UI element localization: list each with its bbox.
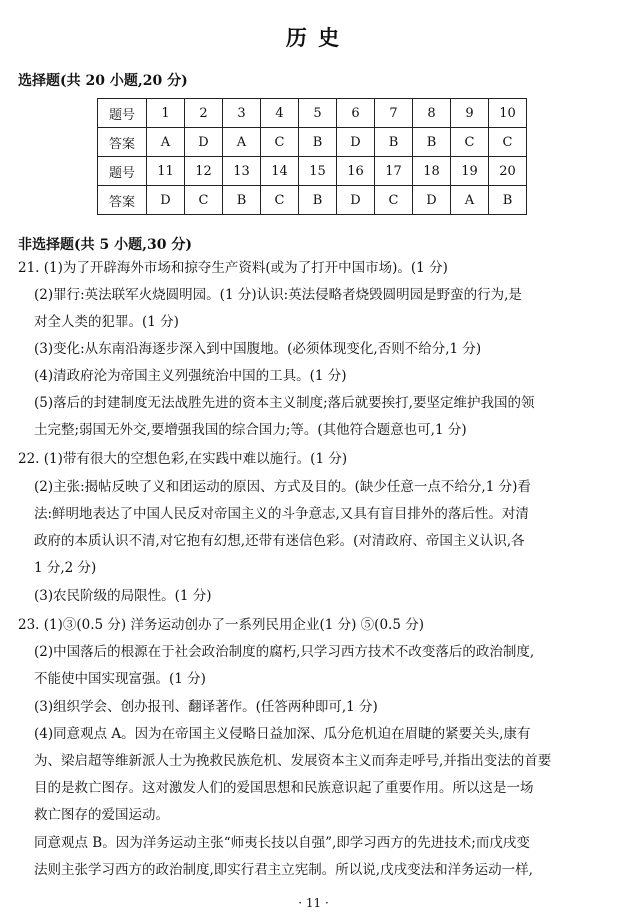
answer-line: 1 分,2 分) xyxy=(34,560,97,576)
answer-line: 法则主张学习西方的政治制度,即实行君主立宪制。所以说,戊戌变法和洋务运动一样, xyxy=(34,862,533,878)
section-heading-choice: 选择题(共 20 小题,20 分) xyxy=(18,73,188,89)
question-number-cell: 10 xyxy=(489,99,527,128)
answer-cell: C xyxy=(451,128,489,157)
question-number-cell: 19 xyxy=(451,157,489,186)
question-number-cell: 4 xyxy=(261,99,299,128)
question-number-cell: 20 xyxy=(489,157,527,186)
answer-cell: B xyxy=(489,186,527,215)
question-number-cell: 3 xyxy=(223,99,261,128)
answer-cell: D xyxy=(337,128,375,157)
answer-cell: A xyxy=(223,128,261,157)
question-number-cell: 2 xyxy=(185,99,223,128)
section-heading-nonchoice: 非选择题(共 5 小题,30 分) xyxy=(18,237,192,253)
question-number-cell: 11 xyxy=(147,157,185,186)
answer-cell: D xyxy=(185,128,223,157)
question-number-cell: 17 xyxy=(375,157,413,186)
question-number-cell: 9 xyxy=(451,99,489,128)
page-number: · 11 · xyxy=(298,896,329,910)
answer-line: (4)同意观点 A。因为在帝国主义侵略日益加深、瓜分危机迫在眉睫的紧要关头,康有 xyxy=(34,726,531,742)
table-row xyxy=(98,99,527,128)
answer-line: 土完整;弱国无外交,要增强我国的综合国力;等。(其他符合题意也可,1 分) xyxy=(34,422,467,438)
answer-line: 目的是救亡图存。这对激发人们的爱国思想和民族意识起了重要作用。所以这是一场 xyxy=(34,780,534,796)
question-number-cell: 5 xyxy=(299,99,337,128)
question-number-cell: 16 xyxy=(337,157,375,186)
answer-line: (3)变化:从东南沿海逐步深入到中国腹地。(必须体现变化,否则不给分,1 分) xyxy=(34,341,482,357)
answer-cell: C xyxy=(375,186,413,215)
answer-line: 21. (1)为了开辟海外市场和掠夺生产资料(或为了打开中国市场)。(1 分) xyxy=(18,260,448,276)
answer-cell: B xyxy=(223,186,261,215)
table-header-cell: 答案 xyxy=(98,186,147,215)
question-number-cell: 15 xyxy=(299,157,337,186)
answer-line: 22. (1)带有很大的空想色彩,在实践中难以施行。(1 分) xyxy=(18,451,348,467)
answer-line: 救亡图存的爱国运动。 xyxy=(34,807,169,823)
answer-line: (3)组织学会、创办报刊、翻译著作。(任答两种即可,1 分) xyxy=(34,699,378,715)
answer-table xyxy=(97,98,527,215)
answer-cell: B xyxy=(413,128,451,157)
table-row xyxy=(98,186,527,215)
answer-line: (2)罪行:英法联军火烧圆明园。(1 分)认识:英法侵略者烧毁圆明园是野蛮的行为,是 xyxy=(34,287,522,303)
answer-line: 法:鲜明地表达了中国人民反对帝国主义的斗争意志,又具有盲目排外的落后性。对清 xyxy=(34,506,529,522)
answer-line: 政府的本质认识不清,对它抱有幻想,还带有迷信色彩。(对清政府、帝国主义认识,各 xyxy=(34,533,525,549)
answer-line: (5)落后的封建制度无法战胜先进的资本主义制度;落后就要挨打,要坚定维护我国的领 xyxy=(34,395,535,411)
answer-cell: D xyxy=(337,186,375,215)
answer-line: (3)农民阶级的局限性。(1 分) xyxy=(34,588,212,604)
answer-line: 对全人类的犯罪。(1 分) xyxy=(34,314,179,330)
answer-line: (2)中国落后的根源在于社会政治制度的腐朽,只学习西方技术不改变落后的政治制度, xyxy=(34,644,535,660)
question-number-cell: 8 xyxy=(413,99,451,128)
question-number-cell: 18 xyxy=(413,157,451,186)
answer-cell: B xyxy=(375,128,413,157)
answer-cell: D xyxy=(413,186,451,215)
question-number-cell: 12 xyxy=(185,157,223,186)
answer-cell: C xyxy=(489,128,527,157)
answer-line: 为、梁启超等维新派人士为挽救民族危机、发展资本主义而奔走呼号,并指出变法的首要 xyxy=(34,753,552,769)
answer-line: (2)主张:揭帖反映了义和团运动的原因、方式及目的。(缺少任意一点不给分,1 分)看 xyxy=(34,479,531,495)
answer-cell: C xyxy=(261,186,299,215)
answer-cell: A xyxy=(451,186,489,215)
table-header-cell: 题号 xyxy=(98,99,147,128)
answer-cell: B xyxy=(299,186,337,215)
question-number-cell: 6 xyxy=(337,99,375,128)
page-title: 历 史 xyxy=(285,25,342,50)
question-number-cell: 7 xyxy=(375,99,413,128)
question-number-cell: 1 xyxy=(147,99,185,128)
answer-cell: C xyxy=(185,186,223,215)
question-number-cell: 14 xyxy=(261,157,299,186)
answer-cell: D xyxy=(147,186,185,215)
table-header-cell: 题号 xyxy=(98,157,147,186)
answer-cell: A xyxy=(147,128,185,157)
table-row xyxy=(98,128,527,157)
answer-line: (4)清政府沦为帝国主义列强统治中国的工具。(1 分) xyxy=(34,368,347,384)
table-header-cell: 答案 xyxy=(98,128,147,157)
answer-line: 同意观点 B。因为洋务运动主张“师夷长技以自强”,即学习西方的先进技术;而戊戌变 xyxy=(34,835,530,851)
answer-cell: C xyxy=(261,128,299,157)
answer-line: 23. (1)③(0.5 分) 洋务运动创办了一系列民用企业(1 分) ⑤(0.5 分) xyxy=(18,617,424,633)
answer-cell: B xyxy=(299,128,337,157)
table-row xyxy=(98,157,527,186)
answer-line: 不能使中国实现富强。(1 分) xyxy=(34,671,206,687)
question-number-cell: 13 xyxy=(223,157,261,186)
